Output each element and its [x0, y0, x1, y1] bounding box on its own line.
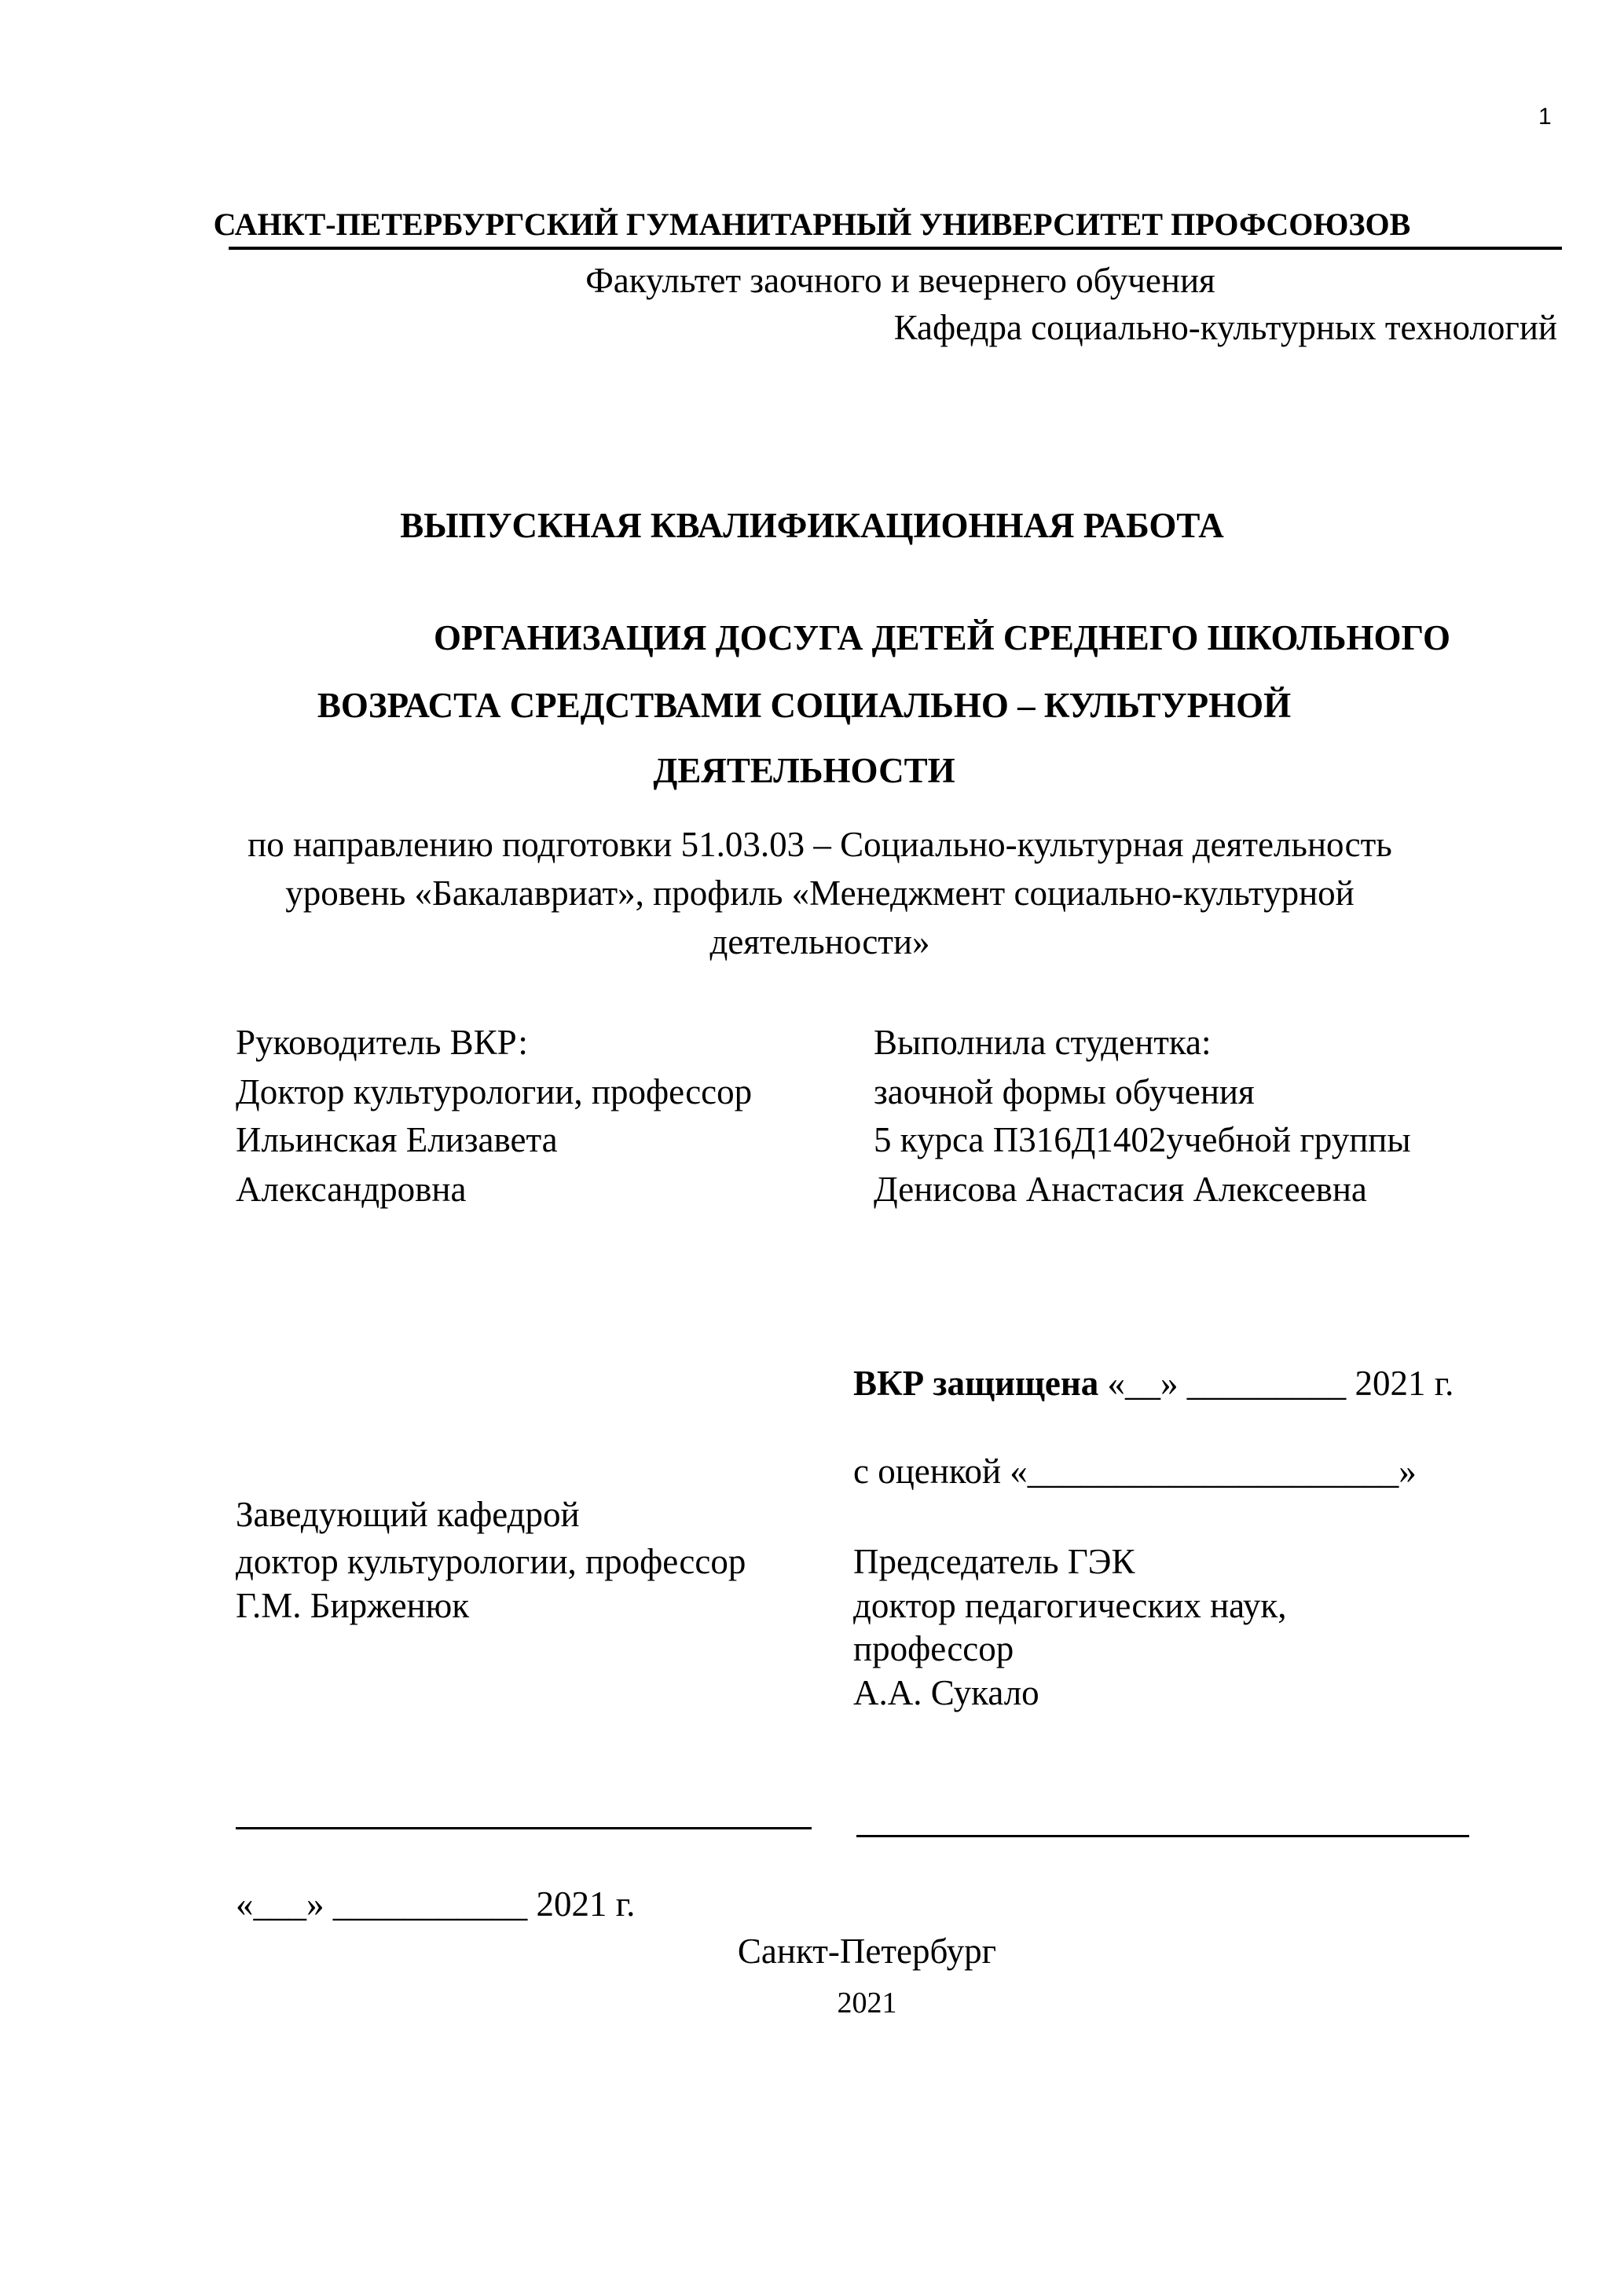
- defense-line: [853, 1362, 1454, 1404]
- gek-title: профессор: [853, 1629, 1014, 1668]
- city: Санкт-Петербург: [737, 1932, 997, 1971]
- defense-label: ВКР защищена: [853, 1364, 1099, 1403]
- head-label: Заведующий кафедрой: [236, 1495, 580, 1534]
- work-type: ВЫПУСКНАЯ КВАЛИФИКАЦИОННАЯ РАБОТА: [400, 506, 1224, 545]
- faculty-name: Факультет заочного и вечернего обучения: [585, 261, 1215, 300]
- student-label: Выполнила студентка:: [874, 1023, 1212, 1062]
- student-group: 5 курса П316Д1402учебной группы: [874, 1120, 1411, 1159]
- supervisor-degree: Доктор культурологии, профессор: [236, 1072, 753, 1111]
- department-name: Кафедра социально-культурных технологий: [893, 308, 1557, 347]
- header-rule: [229, 247, 1562, 250]
- gek-label: Председатель ГЭК: [853, 1542, 1135, 1581]
- direction-line: деятельности»: [709, 922, 930, 961]
- year: 2021: [837, 1987, 897, 2020]
- student-study-form: заочной формы обучения: [874, 1072, 1255, 1111]
- gek-name: А.А. Сукало: [853, 1673, 1039, 1712]
- page-number: 1: [1538, 104, 1552, 130]
- gek-degree: доктор педагогических наук,: [853, 1586, 1287, 1625]
- title-line: ВОЗРАСТА СРЕДСТВАМИ СОЦИАЛЬНО – КУЛЬТУРНОЙ: [317, 686, 1292, 725]
- grade-line: с оценкой «_____________________»: [853, 1452, 1417, 1491]
- head-name: Г.М. Бирженюк: [236, 1586, 470, 1625]
- direction-line: уровень «Бакалавриат», профиль «Менеджмент социально-культурной: [285, 873, 1355, 913]
- gek-signature-line: [856, 1835, 1469, 1837]
- supervisor-name: Ильинская Елизавета: [236, 1120, 558, 1159]
- direction-line: по направлению подготовки 51.03.03 – Социально-культурная деятельность: [247, 825, 1392, 864]
- date-line: «___» ___________ 2021 г.: [236, 1884, 636, 1924]
- title-line: ДЕЯТЕЛЬНОСТИ: [653, 751, 955, 790]
- supervisor-label: Руководитель ВКР:: [236, 1023, 528, 1062]
- defense-date-blank: «__» _________ 2021 г.: [1098, 1364, 1454, 1403]
- university-name: САНКТ-ПЕТЕРБУРГСКИЙ ГУМАНИТАРНЫЙ УНИВЕРСИТЕТ ПРОФСОЮЗОВ: [213, 207, 1411, 242]
- head-signature-line: [236, 1827, 812, 1829]
- supervisor-patronymic: Александровна: [236, 1170, 467, 1209]
- head-degree: доктор культурологии, профессор: [236, 1542, 746, 1581]
- title-line: ОРГАНИЗАЦИЯ ДОСУГА ДЕТЕЙ СРЕДНЕГО ШКОЛЬНОГО: [433, 618, 1451, 657]
- student-name: Денисова Анастасия Алексеевна: [874, 1170, 1367, 1209]
